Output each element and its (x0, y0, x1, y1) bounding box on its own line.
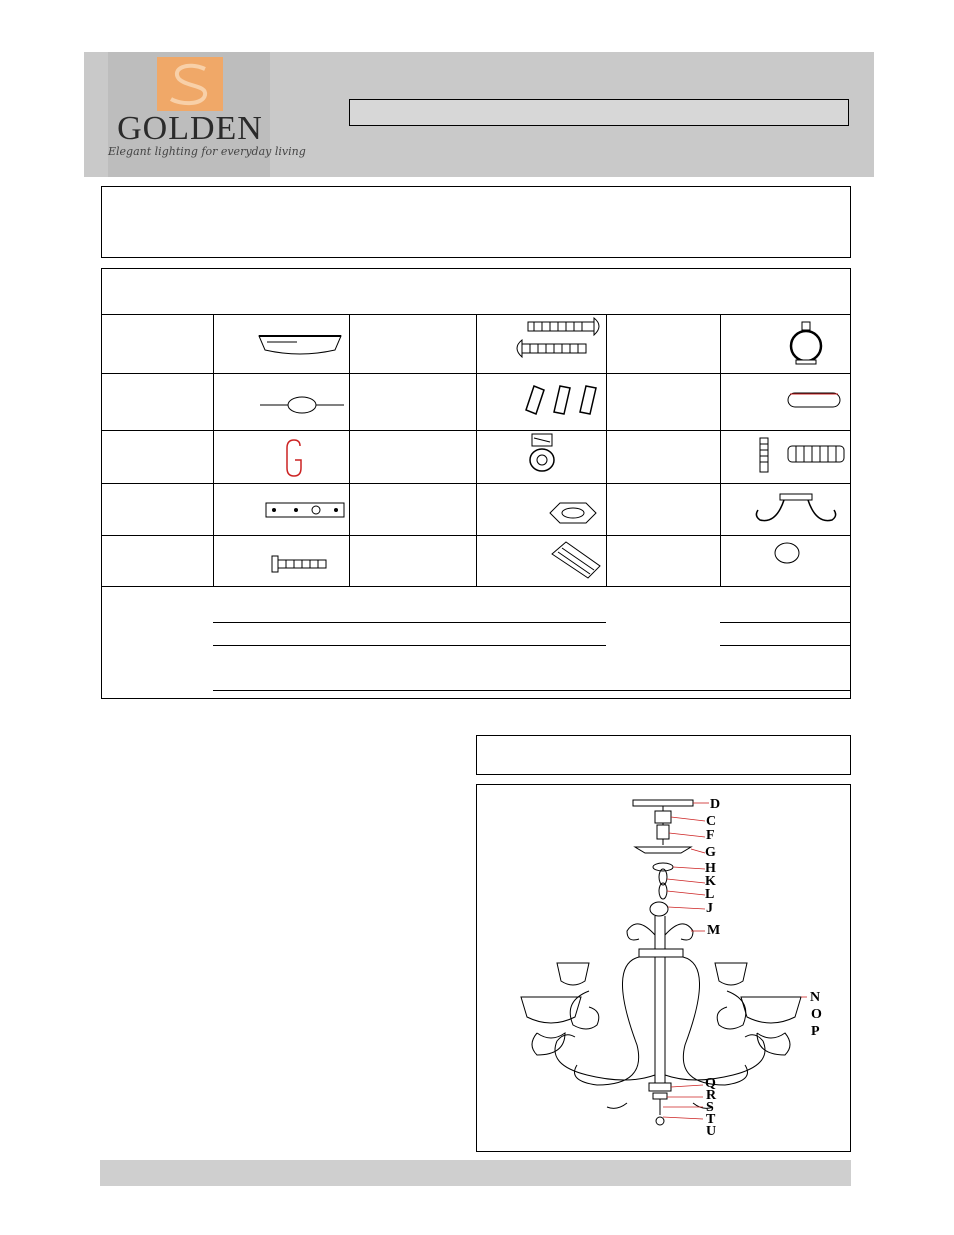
diagram-label-p: P (811, 1024, 820, 1039)
table-rule (606, 314, 607, 586)
brand-tagline: Elegant lighting for everyday living (108, 145, 306, 158)
parts-table (101, 268, 851, 699)
collar-icon (786, 390, 842, 410)
table-rule (720, 314, 721, 586)
loop-icon (786, 320, 826, 366)
table-rule (476, 314, 477, 586)
brand-name: GOLDEN (117, 110, 263, 147)
diagram-label-n: N (810, 990, 821, 1005)
mounting-strap-icon (264, 500, 346, 520)
crossbar-icon (258, 392, 346, 418)
hex-nut-icon (546, 500, 600, 526)
diagram-label-h: H (705, 861, 716, 876)
table-rule (102, 586, 850, 587)
table-rule (349, 314, 350, 586)
canopy-icon (255, 330, 345, 358)
diagram-label-j: J (706, 901, 713, 916)
wire-connector-icon (548, 540, 604, 580)
footer-bar (100, 1160, 851, 1186)
diagram-label-u: U (706, 1124, 717, 1139)
diagram-label-l: L (705, 887, 715, 902)
table-rule (213, 690, 850, 691)
table-rule (213, 314, 214, 586)
chain-link-icon (282, 438, 306, 478)
swivel-loop-icon (524, 432, 560, 474)
diagram-label-m: M (707, 923, 721, 938)
table-rule (213, 645, 606, 646)
diagram-label-d: D (710, 797, 721, 812)
diagram-label-g: G (705, 845, 716, 860)
diagram-label-r: R (706, 1088, 717, 1103)
diagram-label-c: C (706, 814, 717, 829)
table-rule (213, 622, 606, 623)
wire-nuts-icon (518, 382, 608, 416)
chandelier-diagram-icon (477, 785, 849, 1151)
table-rule (720, 622, 850, 623)
diagram-label-o: O (811, 1007, 822, 1022)
finial-icon (772, 540, 802, 566)
diagram-label-q: Q (705, 1076, 716, 1091)
arm-bracket-icon (750, 490, 842, 530)
diagram-label-s: S (706, 1100, 714, 1115)
bolt-icon (270, 554, 330, 574)
diagram-label-k: K (705, 874, 716, 889)
diagram-label-f: F (706, 828, 715, 843)
diagram-label-t: T (706, 1112, 716, 1127)
title-bar (349, 99, 849, 126)
assembly-title-box (476, 735, 851, 775)
table-rule (720, 645, 850, 646)
threaded-nipple-icon (750, 432, 848, 476)
instruction-box (101, 186, 851, 258)
mounting-screws-icon (510, 316, 606, 362)
logo-mark-icon (157, 57, 223, 111)
